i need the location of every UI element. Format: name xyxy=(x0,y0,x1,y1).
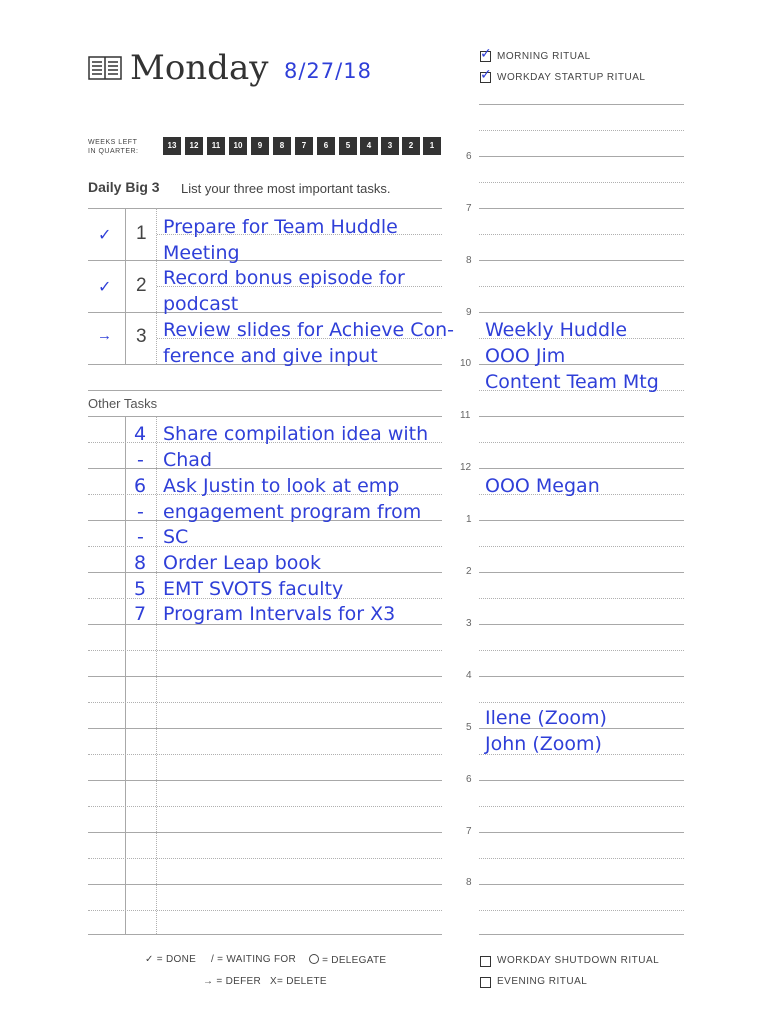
schedule-entry[interactable]: OOO Megan xyxy=(485,475,600,497)
legend-done-text: = DONE xyxy=(156,954,197,965)
check-icon: ✓ xyxy=(145,954,154,965)
weeks-left-label-line1: WEEKS LEFT xyxy=(88,139,138,146)
schedule-entry[interactable]: John (Zoom) xyxy=(485,733,602,755)
week-box: 11 xyxy=(207,137,225,155)
task-number: - xyxy=(137,501,144,523)
hour-label: 12 xyxy=(460,462,472,473)
week-box: 8 xyxy=(273,137,291,155)
ritual-workday-shutdown-label: WORKDAY SHUTDOWN RITUAL xyxy=(497,955,660,966)
task-text[interactable]: engagement program from xyxy=(163,501,422,523)
week-box: 2 xyxy=(402,137,420,155)
week-box: 4 xyxy=(360,137,378,155)
week-box: 6 xyxy=(317,137,335,155)
done-mark-icon: ✓ xyxy=(98,227,112,244)
ritual-evening-label: EVENING RITUAL xyxy=(497,976,588,987)
week-box: 5 xyxy=(339,137,357,155)
schedule-entry[interactable]: Ilene (Zoom) xyxy=(485,707,607,729)
hour-label: 3 xyxy=(466,618,472,629)
legend-delete: X= DELETE xyxy=(270,976,327,987)
task-text[interactable]: Program Intervals for X3 xyxy=(163,603,396,625)
task-text[interactable]: Share compilation idea with xyxy=(163,423,429,445)
done-mark-icon: ✓ xyxy=(98,279,112,296)
hour-label: 11 xyxy=(460,410,471,421)
week-box: 10 xyxy=(229,137,247,155)
check-mark-icon: ✓ xyxy=(480,45,492,61)
ritual-morning-label: MORNING RITUAL xyxy=(497,51,591,62)
task-text[interactable]: EMT SVOTS faculty xyxy=(163,578,344,600)
legend-delegate-text: = DELEGATE xyxy=(322,955,387,966)
task-number: 2 xyxy=(136,275,147,296)
week-box: 9 xyxy=(251,137,269,155)
page-title: Monday xyxy=(130,48,269,88)
hour-label: 8 xyxy=(466,255,472,266)
defer-arrow-icon: → xyxy=(97,327,112,344)
hour-label: 7 xyxy=(466,203,472,214)
task-number: - xyxy=(137,526,144,548)
task-number: - xyxy=(137,449,144,471)
legend-waiting: / = WAITING FOR xyxy=(211,954,296,965)
daily-big3-subtitle: List your three most important tasks. xyxy=(181,181,391,196)
legend-defer: → = DEFER xyxy=(203,976,261,987)
ritual-workday-startup-label: WORKDAY STARTUP RITUAL xyxy=(497,72,646,83)
hour-label: 5 xyxy=(466,722,472,733)
other-tasks-title: Other Tasks xyxy=(88,396,158,411)
hour-label: 2 xyxy=(466,566,472,577)
check-mark-icon: ✓ xyxy=(480,66,492,82)
hour-label: 9 xyxy=(466,307,472,318)
task-text[interactable]: SC xyxy=(163,526,189,548)
week-box: 13 xyxy=(163,137,181,155)
task-number: 8 xyxy=(134,552,147,574)
schedule-entry[interactable]: OOO Jim xyxy=(485,345,566,367)
checkbox-workday-shutdown[interactable] xyxy=(480,956,491,967)
planner-icon xyxy=(88,56,122,80)
schedule-entry[interactable]: Content Team Mtg xyxy=(485,371,659,393)
task-number: 3 xyxy=(136,326,147,347)
task-text-continued[interactable]: podcast xyxy=(163,293,239,315)
week-box: 7 xyxy=(295,137,313,155)
week-box: 12 xyxy=(185,137,203,155)
hour-label: 4 xyxy=(466,670,472,681)
date-field[interactable]: 8/27/18 xyxy=(284,59,372,83)
task-text-continued[interactable]: ference and give input xyxy=(163,345,378,367)
checkbox-evening[interactable] xyxy=(480,977,491,988)
task-text[interactable]: Order Leap book xyxy=(163,552,322,574)
task-text[interactable]: Prepare for Team Huddle xyxy=(163,216,398,238)
daily-big3-title: Daily Big 3 xyxy=(88,179,160,195)
hour-label: 10 xyxy=(460,358,472,369)
hour-label: 1 xyxy=(466,514,472,525)
hour-label: 6 xyxy=(466,774,472,785)
week-box: 3 xyxy=(381,137,399,155)
task-text-continued[interactable]: Meeting xyxy=(163,242,240,264)
task-text[interactable]: Chad xyxy=(163,449,213,471)
schedule-entry[interactable]: Weekly Huddle xyxy=(485,319,628,341)
task-text[interactable]: Record bonus episode for xyxy=(163,267,405,289)
hour-label: 6 xyxy=(466,151,472,162)
hour-label: 7 xyxy=(466,826,472,837)
week-box: 1 xyxy=(423,137,441,155)
task-text[interactable]: Review slides for Achieve Con- xyxy=(163,319,455,341)
weeks-left-label-line2: IN QUARTER: xyxy=(88,148,139,155)
circle-icon xyxy=(309,954,319,964)
legend-done xyxy=(145,954,196,965)
task-number: 6 xyxy=(134,475,147,497)
task-number: 5 xyxy=(134,578,147,600)
weeks-left-label xyxy=(88,138,139,156)
task-text[interactable]: Ask Justin to look at emp xyxy=(163,475,400,497)
task-number: 7 xyxy=(134,603,147,625)
legend-delegate xyxy=(309,954,386,966)
hour-label: 8 xyxy=(466,877,472,888)
task-number: 4 xyxy=(134,423,147,445)
task-number: 1 xyxy=(136,223,147,244)
